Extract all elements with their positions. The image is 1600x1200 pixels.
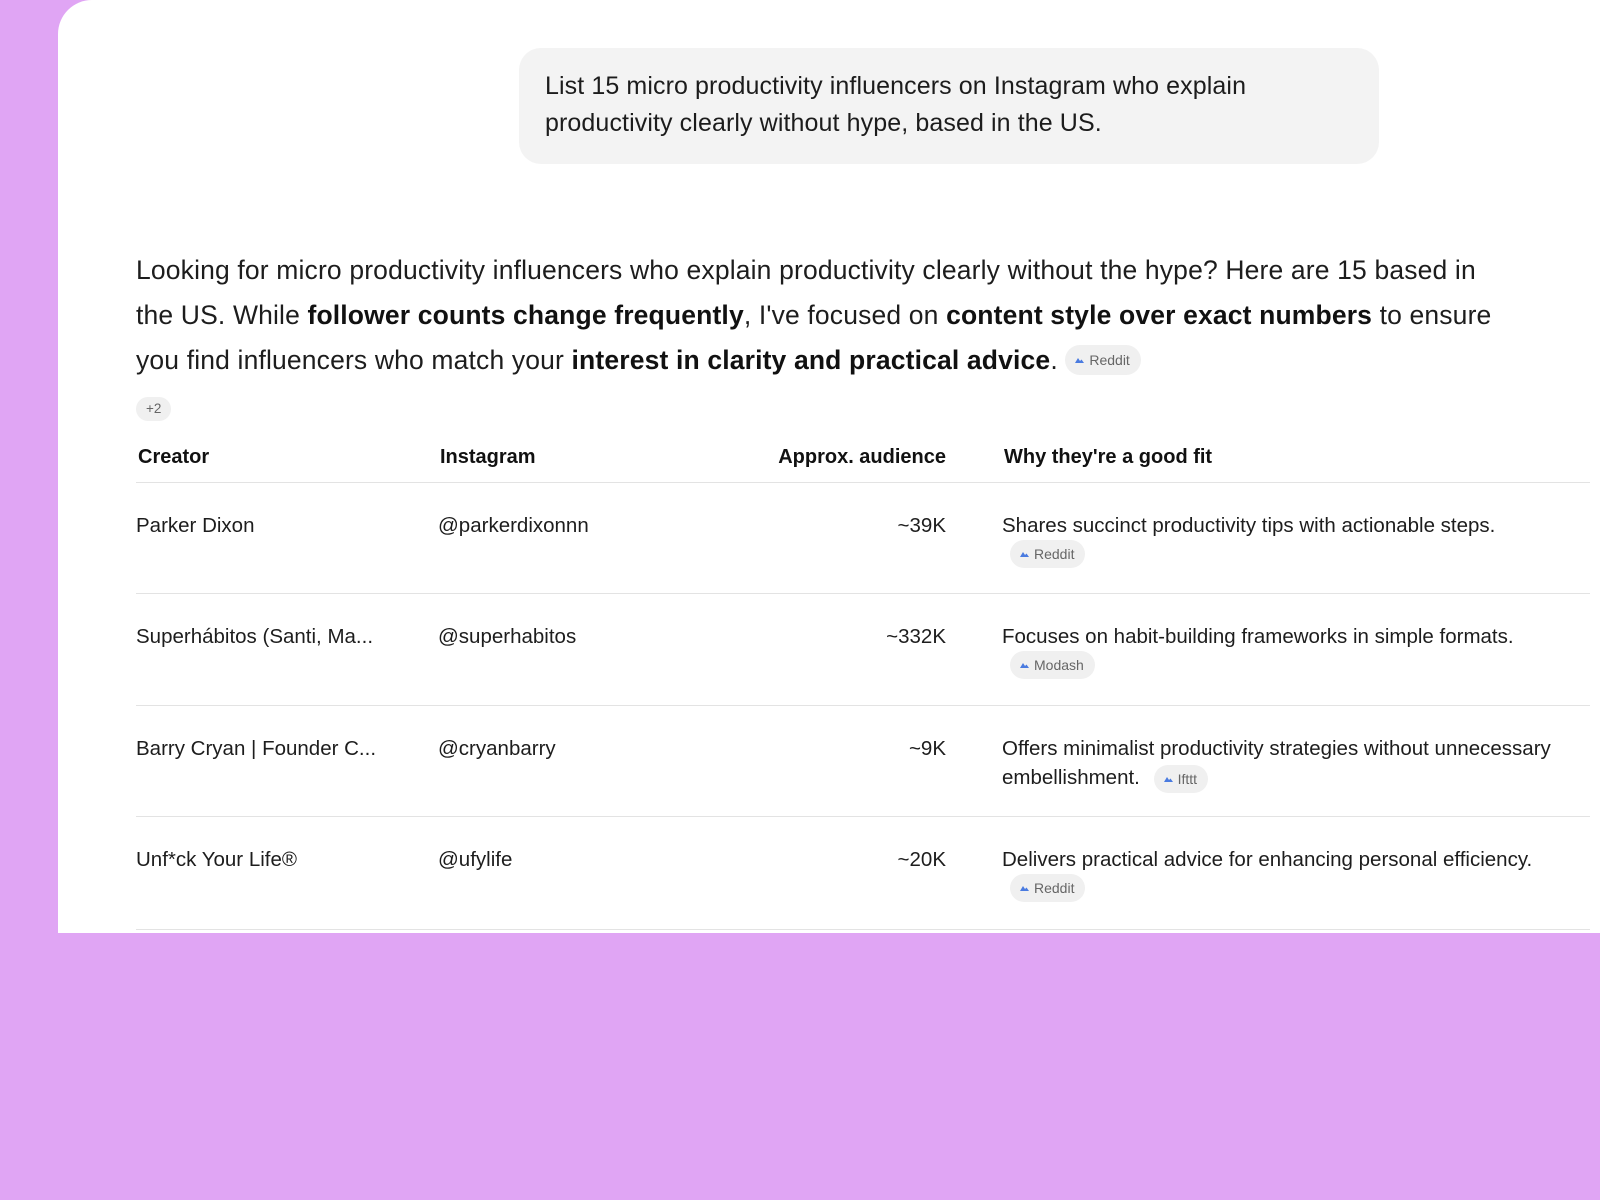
user-message-bubble [519, 48, 1379, 164]
source-chip-label: Reddit [1089, 352, 1130, 368]
assistant-answer [136, 248, 1496, 383]
cell-audience: ~39K [734, 483, 946, 594]
cell-fit [946, 594, 1590, 706]
cell-fit [946, 483, 1590, 594]
source-chip[interactable] [1010, 874, 1085, 902]
source-logo-icon [1020, 551, 1029, 557]
user-message-text: List 15 micro productivity influencers on Instagram who explain productivity clearly without hype, based in the US. [545, 72, 1247, 137]
cell-instagram: @parkerdixonnn [438, 483, 734, 594]
source-logo-icon [1164, 776, 1173, 782]
header-fit: Why they're a good fit [946, 432, 1590, 483]
table-header-row [136, 432, 1590, 483]
cell-creator: Parker Dixon [136, 483, 438, 594]
source-chip[interactable] [1010, 540, 1085, 568]
source-chip-label: Reddit [1034, 546, 1075, 562]
cell-creator: Barry Cryan | Founder C... [136, 706, 438, 817]
source-chip-reddit[interactable] [1065, 345, 1140, 375]
answer-bold-3: interest in clarity and practical advice [571, 345, 1051, 375]
cell-instagram: @ufylife [438, 817, 734, 930]
fit-text: Focuses on habit-building frameworks in simple formats. [1002, 625, 1514, 648]
answer-bold-1: follower counts change frequently [307, 300, 744, 330]
influencer-table [136, 432, 1590, 930]
source-chip-label: Reddit [1034, 880, 1075, 896]
answer-text-2: , I've focused on [743, 300, 947, 330]
cell-creator: Superhábitos (Santi, Ma... [136, 594, 438, 706]
header-creator: Creator [136, 432, 438, 483]
cell-fit [946, 817, 1590, 930]
fit-text: Shares succinct productivity tips with actionable steps. [1002, 514, 1496, 537]
cell-instagram: @cryanbarry [438, 706, 734, 817]
header-audience: Approx. audience [734, 432, 946, 483]
header-instagram: Instagram [438, 432, 734, 483]
fit-text: Offers minimalist productivity strategies without unnecessary embellishment. [1002, 737, 1551, 789]
source-chip[interactable] [1010, 651, 1095, 679]
cell-instagram: @superhabitos [438, 594, 734, 706]
cell-audience: ~332K [734, 594, 946, 706]
fit-text: Delivers practical advice for enhancing personal efficiency. [1002, 848, 1533, 871]
cell-audience: ~20K [734, 817, 946, 930]
answer-text-4: . [1050, 345, 1058, 375]
more-sources-chip[interactable] [136, 397, 171, 421]
source-chip-label: Modash [1034, 657, 1084, 673]
answer-text-3: to ensure you find influencers who match your [136, 300, 1492, 375]
more-sources-label: +2 [146, 401, 162, 416]
table-row [136, 706, 1590, 817]
answer-text-1: Looking for micro productivity influencers who explain productivity clearly without the hype? Here are 15 based in the US. While [136, 255, 1476, 330]
table-row [136, 817, 1590, 930]
source-chip-label: Ifttt [1177, 770, 1198, 787]
cell-fit [946, 706, 1590, 817]
table-row [136, 483, 1590, 594]
cell-creator: Unf*ck Your Life® [136, 817, 438, 930]
source-logo-icon [1020, 662, 1029, 668]
table-row [136, 594, 1590, 706]
source-logo-icon [1075, 357, 1084, 363]
chat-panel [58, 0, 1600, 933]
source-chip[interactable] [1154, 765, 1208, 793]
cell-audience: ~9K [734, 706, 946, 817]
source-logo-icon [1020, 885, 1029, 891]
answer-bold-2: content style over exact numbers [946, 300, 1373, 330]
